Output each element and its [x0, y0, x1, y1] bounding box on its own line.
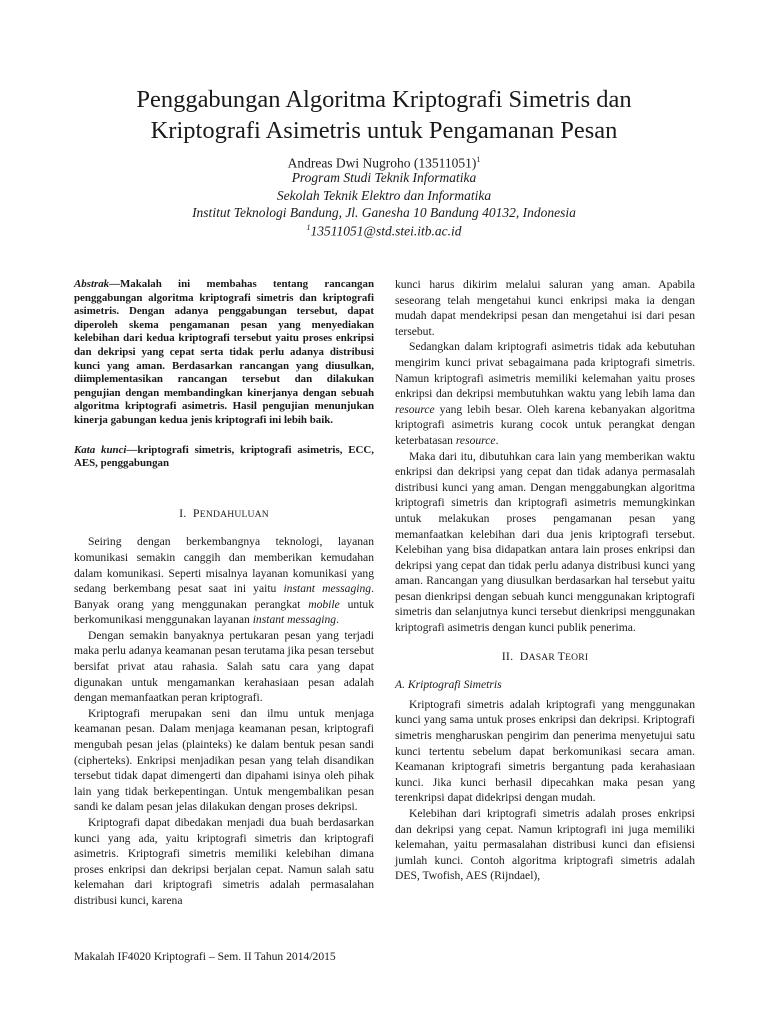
page-footer: Makalah IF4020 Kriptografi – Sem. II Tahun 2014/2015	[74, 950, 336, 963]
abstract-label: Abstrak	[74, 278, 110, 290]
section-second-rest: EORI	[565, 651, 589, 663]
intro-paragraph-4: Kriptografi dapat dibedakan menjadi dua buah berdasarkan kunci yang ada, yaitu kriptografi simetris dan kriptografi asimetris. Kriptografi simetris memiliki kelebihan dimana proses enkripsi dan dekripsi berjalan cepat. Namun salah satu kelemahan dari kriptografi simetris adalah permasalahan distribusi kunci, karena	[74, 816, 374, 907]
theory-paragraph-1: Kriptografi simetris adalah kriptografi yang menggunakan kunci yang sama untuk proses enkripsi dan dekripsi. Kriptografi simetris mengharuskan pengirim dan penerima menyetujui satu kunci tertentu sebelum dapat berkomunikasi secara aman. Keamanan kriptografi simetris bergantung pada kerahasiaan kunci. Jika kunci berhasil dipecahkan maka pesan yang terenkripsi dapat didekripsi dengan mudah.	[395, 697, 695, 805]
author-email	[60, 219, 708, 241]
right-paragraph-1: kunci harus dikirim melalui saluran yang aman. Apabila seseorang telah mengetahui kunci enkripsi maka ia dengan mudah dapat mendekripsi pesan dan mengetahui isi dari pesan tersebut.	[395, 278, 695, 338]
title-line-1: Penggabungan Algoritma Kriptografi Simetris dan	[136, 86, 632, 113]
right-p2-italic-b: resource	[395, 402, 435, 416]
section-second-first-letter: T	[557, 648, 566, 663]
intro-p1-italic-f: instant messaging	[252, 613, 337, 627]
right-paragraph-2	[395, 339, 695, 448]
section-number: II.	[501, 648, 514, 663]
left-column	[74, 278, 374, 909]
intro-paragraph-1	[74, 534, 374, 628]
author-name-text: Andreas Dwi Nugroho (13511051)	[287, 155, 477, 171]
intro-p1-text-e: untuk berkomunikasi menggunakan layanan	[74, 597, 374, 627]
section-heading-dasar-teori	[395, 649, 695, 666]
keywords-text: —kriptografi simetris, kriptografi asimetris, ECC, AES, penggabungan	[74, 443, 374, 470]
intro-paragraph-3: Kriptografi merupakan seni dan ilmu untuk menjaga keamanan pesan. Dalam menjaga keamanan pesan, kriptografi mengubah pesan jelas (plainteks) ke dalam bentuk pesan sandi (cipherteks). Enkripsi menjadikan pesan yang telah disandikan tersebut tidak dapat dimengerti dan dipahami isinya oleh pihak lain yang tidak berkepentingan. Untuk mengembalikan pesan sandi ke dalam pesan jelas dilakukan dengan proses dekripsi.	[74, 706, 374, 814]
paper-title	[60, 84, 708, 146]
theory-paragraph-2: Kelebihan dari kriptografi simetris adalah proses enkripsi dan dekripsi yang cepat. Namun kriptografi ini juga memiliki kelemahan, yaitu permasalahan distribusi kunci dan efisiensi jumlah kunci. Contoh algoritma kriptografi simetris adalah DES, Twofish, AES (Rijndael),	[395, 807, 695, 883]
subsection-heading-kriptografi-simetris: A. Kriptografi Simetris	[395, 678, 502, 692]
affiliation-school: Sekolah Teknik Elektro dan Informatika	[276, 188, 492, 203]
section-first-letter: D	[519, 648, 529, 663]
intro-p1-text-a: Seiring dengan berkembangnya teknologi, layanan komunikasi semakin canggih dan memberikan kemudahan dalam komunikasi. Seperti misalnya layanan komunikasi yang sedang berkembang pesat saat ini yaitu	[74, 535, 374, 596]
email-mark: 1	[306, 223, 311, 232]
intro-p1-text-g: .	[336, 613, 340, 627]
right-p2-text-c: yang lebih besar. Oleh karena kebanyakan algoritma kriptografi asimetris kurang cocok untuk perangkat dengan keterbatasan	[395, 402, 695, 447]
intro-p1-italic-d: mobile	[308, 597, 340, 611]
affiliation-program: Program Studi Teknik Informatika	[291, 170, 477, 185]
keywords-label: Kata kunci	[74, 443, 127, 456]
intro-p1-italic-b: instant messaging	[283, 582, 372, 596]
section-heading-pendahuluan	[74, 506, 374, 523]
section-rest: ASAR	[528, 651, 558, 663]
intro-paragraph-2: Dengan semakin banyaknya pertukaran pesan yang terjadi maka perlu adanya keamanan pesan terutama jika pesan tersebut bersifat privat atau rahasia. Salah satu cara yang dapat digunakan untuk mengamankan kerahasiaan pesan adalah dengan memanfaatkan peran kriptografi.	[74, 628, 374, 705]
right-p2-text-e: .	[495, 433, 499, 447]
section-rest: ENDAHULUAN	[199, 508, 269, 520]
author-mark: 1	[476, 155, 481, 164]
abstract-text: —Makalah ini membahas tentang rancangan penggabungan algoritma kriptografi simetris dan kriptografi asimetris. Dengan adanya penggabungan tersebut, dapat diperoleh skema pengamanan pesan yang menyediakan kelebihan dari kedua kriptografi tersebut yaitu proses enkripsi dan dekripsi yang cepat serta tidak perlu adanya distribusi kunci yang aman. Berdasarkan rancangan yang diusulkan, diimplementasikan rancangan tersebut dan dilakukan pengujian dengan membandingkan kinerjanya dengan sebuah algoritma kriptografi asimetris. Hasil pengujian menunjukan kinerja gabungan kedua jenis kriptografi ini lebih baik.	[74, 278, 374, 426]
email-text: 13511051@std.stei.itb.ac.id	[310, 223, 462, 239]
keywords	[74, 444, 374, 471]
intro-p1-text-c: . Banyak orang yang menggunakan perangkat	[74, 582, 374, 611]
section-first-letter: P	[192, 505, 200, 520]
title-line-2: Kriptografi Asimetris untuk Pengamanan Pesan	[150, 117, 618, 144]
right-paragraph-3: Maka dari itu, dibutuhkan cara lain yang memberikan waktu enkripsi dan dekripsi yang cepat dan tidak adanya permasalah distribusi kunci yang aman. Dengan menggabungkan algoritma kriptografi simetris dan kriptografi asimetris memungkinkan untuk melakukan proses pengamanan pesan yang memanfaatkan kelebihan dari dua jenis kriptografi tersebut. Kelebihan yang bisa didapatkan antara lain proses enkripsi dan dekripsi yang cepat dan tidak perlu adanya distribusi kunci yang aman. Rancangan yang diusulkan berdasarkan hal tersebut yaitu pesan dienkripsi dengan sebuah kunci menggunakan kriptografi simetris dan selanjutnya kunci tersebut dienkripsi menggunakan kriptografi asimetris dengan kunci publik penerima.	[395, 449, 695, 635]
affiliation-institute: Institut Teknologi Bandung, Jl. Ganesha 10 Bandung 40132, Indonesia	[192, 205, 576, 220]
right-column	[395, 277, 695, 884]
section-number: I.	[179, 505, 187, 520]
right-p2-text-a: Sedangkan dalam kriptografi asimetris tidak ada kebutuhan mengirim kunci privat sebagaimana pada kriptografi simetris. Namun kriptografi asimetris memiliki kelemahan yaitu proses enkripsi dan dekripsi membutuhkan waktu yang lebih lama dan	[395, 340, 695, 401]
right-p2-italic-d: resource	[455, 433, 496, 447]
abstract	[74, 278, 374, 428]
